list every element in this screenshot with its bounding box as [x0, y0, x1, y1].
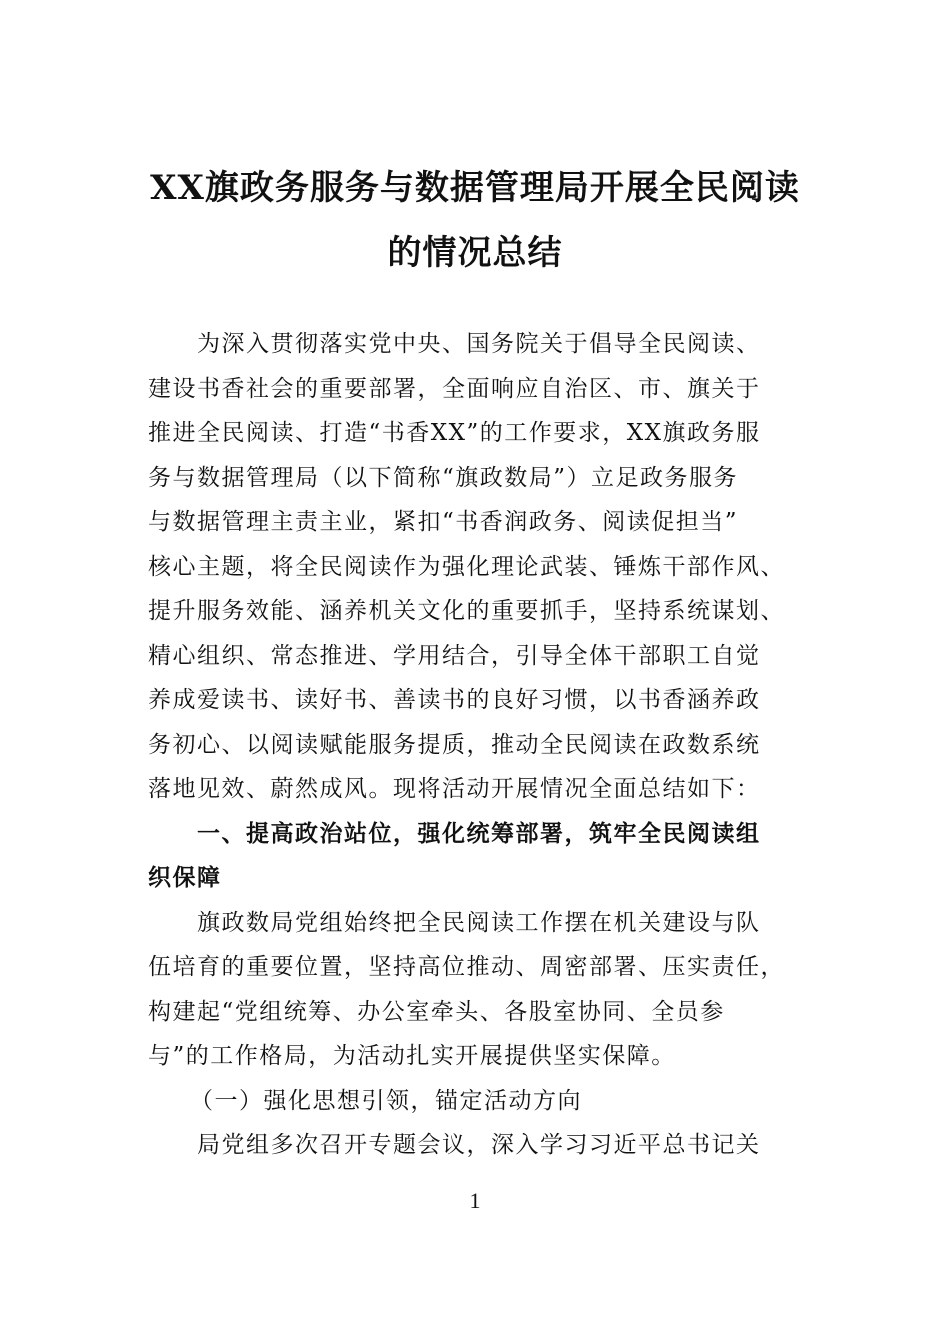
section-heading-1-cont: 织保障	[148, 865, 222, 891]
body-line: 落地见效、蔚然成风。现将活动开展情况全面总结如下：	[148, 776, 761, 802]
body-line: 提升服务效能、涵养机关文化的重要抓手，坚持系统谋划、	[148, 598, 785, 624]
document-body	[148, 322, 798, 1168]
page-number: 1	[469, 1188, 481, 1213]
body-line: 养成爱读书、读好书、善读书的良好习惯，以书香涵养政	[148, 687, 761, 713]
body-line: 精心组织、常态推进、学用结合，引导全体干部职工自觉	[148, 642, 761, 669]
subsection-heading: （一）强化思想引领，锚定活动方向	[190, 1087, 582, 1114]
body-line: 旗政数局党组始终把全民阅读工作摆在机关建设与队	[197, 909, 761, 936]
body-line: 务与数据管理局（以下简称“旗政数局”）立足政务服务	[148, 464, 739, 491]
document-title-line-1: XX旗政务服务与数据管理局开展全民阅读	[150, 168, 800, 208]
body-line: 与数据管理主责主业，紧扣“书香润政务、阅读促担当”	[148, 509, 739, 535]
body-line: 务初心、以阅读赋能服务提质，推动全民阅读在政数系统	[148, 731, 761, 758]
body-line: 推进全民阅读、打造“书香XX”的工作要求，XX旗政务服	[148, 420, 761, 446]
body-line: 核心主题，将全民阅读作为强化理论武装、锤炼干部作风、	[148, 553, 785, 580]
document-title-line-2: 的情况总结	[387, 233, 563, 273]
section-heading-1: 一、提高政治站位，强化统筹部署，筑牢全民阅读组	[197, 820, 761, 847]
body-line: 为深入贯彻落实党中央、国务院关于倡导全民阅读、	[197, 331, 761, 357]
body-line: 与”的工作格局，为活动扎实开展提供坚实保障。	[148, 1043, 676, 1069]
body-line: 建设书香社会的重要部署，全面响应自治区、市、旗关于	[148, 375, 761, 402]
body-line: 构建起“党组统筹、办公室牵头、各股室协同、全员参	[148, 998, 725, 1025]
body-line: 伍培育的重要位置，坚持高位推动、周密部署、压实责任，	[148, 954, 785, 980]
body-line: 局党组多次召开专题会议，深入学习习近平总书记关	[197, 1132, 761, 1158]
